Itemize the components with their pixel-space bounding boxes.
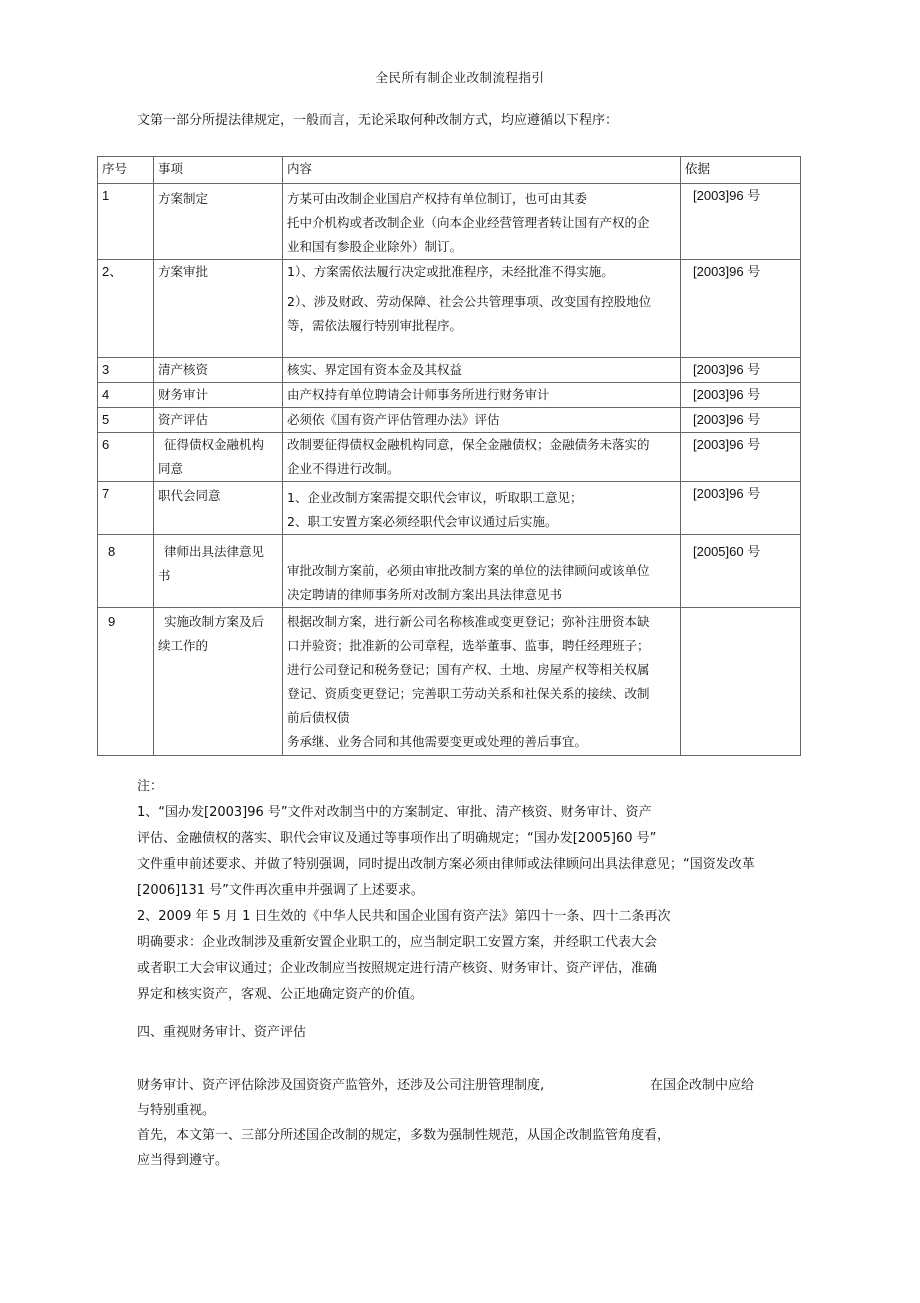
- table-header-row: [98, 157, 801, 184]
- table-row: [98, 482, 801, 535]
- para-line-part-a: 财务审计、资产评估除涉及国资资产监管外，还涉及公司注册管理制度,: [137, 1078, 545, 1093]
- row-basis: [2003]96 号: [681, 408, 801, 433]
- table-row: [98, 408, 801, 433]
- row-content: 1）、方案需依法履行决定或批准程序，未经批准不得实施。 2）、涉及财政、劳动保障、社会公共管理事项、改变国有控股地位 等，需依法履行特别审批程序。: [283, 260, 681, 358]
- table-row: [98, 383, 801, 408]
- note-line: 2、2009 年 5 月 1 日生效的《中华人民共和国企业国有资产法》第四十一条、四十二条再次: [137, 909, 671, 924]
- table-row: [98, 433, 801, 482]
- note-line: 或者职工大会审议通过；企业改制应当按照规定进行清产核资、财务审计、资产评估，准确: [137, 961, 658, 976]
- header-cell-item: 事项: [154, 157, 283, 184]
- row-number: 7: [98, 482, 154, 535]
- para-line: 与特别重视。: [137, 1103, 216, 1118]
- row-item: 征得债权金融机构 同意: [154, 433, 283, 482]
- row-item: 资产评估: [154, 408, 283, 433]
- section-heading: 四、重视财务审计、资产评估: [137, 1025, 307, 1040]
- row-basis: [2003]96 号: [681, 260, 801, 358]
- row-item: 实施改制方案及后 续工作的: [154, 608, 283, 756]
- row-content: 必须依《国有资产评估管理办法》评估: [283, 408, 681, 433]
- header-cell-no: 序号: [98, 157, 154, 184]
- row-item: 清产核资: [154, 358, 283, 383]
- row-basis: [2003]96 号: [681, 383, 801, 408]
- note-line: 明确要求：企业改制涉及重新安置企业职工的，应当制定职工安置方案，并经职工代表大会: [137, 935, 658, 950]
- note-line: 界定和核实资产，客观、公正地确定资产的价值。: [137, 987, 424, 1002]
- row-content: 由产权持有单位聘请会计师事务所进行财务审计: [283, 383, 681, 408]
- row-content: 核实、界定国有资本金及其权益: [283, 358, 681, 383]
- row-number: 6: [98, 433, 154, 482]
- note-line: 1、“国办发[2003]96 号”文件对改制当中的方案制定、审批、清产核资、财务审计、资产: [137, 805, 652, 820]
- row-basis: [2003]96 号: [681, 482, 801, 535]
- row-basis: [2003]96 号: [681, 358, 801, 383]
- para-line: 应当得到遵守。: [137, 1153, 229, 1168]
- row-content: 改制要征得债权金融机构同意，保全金融债权；金融债务未落实的 企业不得进行改制。: [283, 433, 681, 482]
- row-item: 方案审批: [154, 260, 283, 358]
- row-content: 1、企业改制方案需提交职代会审议，听取职工意见； 2、职工安置方案必须经职代会审议通过后实施。: [283, 482, 681, 535]
- table-row: [98, 535, 801, 608]
- note-line: [2006]131 号”文件再次重申并强调了上述要求。: [137, 883, 424, 898]
- row-basis: [2003]96 号: [681, 433, 801, 482]
- notes-block: [137, 774, 787, 1008]
- row-number: 1: [98, 184, 154, 260]
- note-line: 评估、金融债权的落实、职代会审议及通过等事项作出了明确规定；“国办发[2005]60 号”: [137, 831, 657, 846]
- row-basis: [2003]96 号: [681, 184, 801, 260]
- row-number: 4: [98, 383, 154, 408]
- row-item: 财务审计: [154, 383, 283, 408]
- row-number: 5: [98, 408, 154, 433]
- row-item: 职代会同意: [154, 482, 283, 535]
- row-item: 方案制定: [154, 184, 283, 260]
- row-content: 方某可由改制企业国启产权持有单位制订，也可由其委 托中介机构或者改制企业（向本企业经营管理者转让国有产权的企 业和国有参股企业除外）制订。: [283, 184, 681, 260]
- table-row: [98, 608, 801, 756]
- section-paragraph: [137, 1073, 787, 1173]
- row-number: 3: [98, 358, 154, 383]
- para-line-part-b: 在国企改制中应给: [650, 1078, 755, 1093]
- table-row: [98, 260, 801, 358]
- row-content: 审批改制方案前，必须由审批改制方案的单位的法律顾问或该单位 决定聘请的律师事务所对改制方案出具法律意见书: [283, 535, 681, 608]
- header-cell-content: 内容: [283, 157, 681, 184]
- row-basis: [2005]60 号: [681, 535, 801, 608]
- header-cell-basis: 依据: [681, 157, 801, 184]
- row-number: 2、: [98, 260, 154, 358]
- row-basis: [681, 608, 801, 756]
- intro-paragraph: 文第一部分所提法律规定，一般而言，无论采取何种改制方式，均应遵循以下程序：: [137, 113, 619, 128]
- note-line: 文件重申前述要求、并做了特别强调，同时提出改制方案必须由律师或法律顾问出具法律意见；“国资发改革: [137, 857, 755, 872]
- table-row: [98, 358, 801, 383]
- row-item: 律师出具法律意见 书: [154, 535, 283, 608]
- notes-label: 注：: [137, 779, 164, 794]
- table-row: [98, 184, 801, 260]
- para-line: 首先，本文第一、三部分所述国企改制的规定，多数为强制性规范，从国企改制监管角度看，: [137, 1128, 671, 1143]
- para-line: [137, 1073, 787, 1098]
- procedure-table: [97, 156, 801, 756]
- row-content: 根据改制方案，进行新公司名称核准或变更登记；弥补注册资本缺 口并验资；批准新的公司章程，选举董事、监事，聘任经理班子； 进行公司登记和税务登记；国有产权、土地、房屋产权等相关权属 登记、资质变更登记；完善职工劳动关系和社保关系的接续、改制 前后债权债 务承继、业务合同和其他需要变更或处理的善后事宜。: [283, 608, 681, 756]
- document-title: 全民所有制企业改制流程指引: [375, 70, 545, 85]
- row-number: 8: [98, 535, 154, 608]
- row-number: 9: [98, 608, 154, 756]
